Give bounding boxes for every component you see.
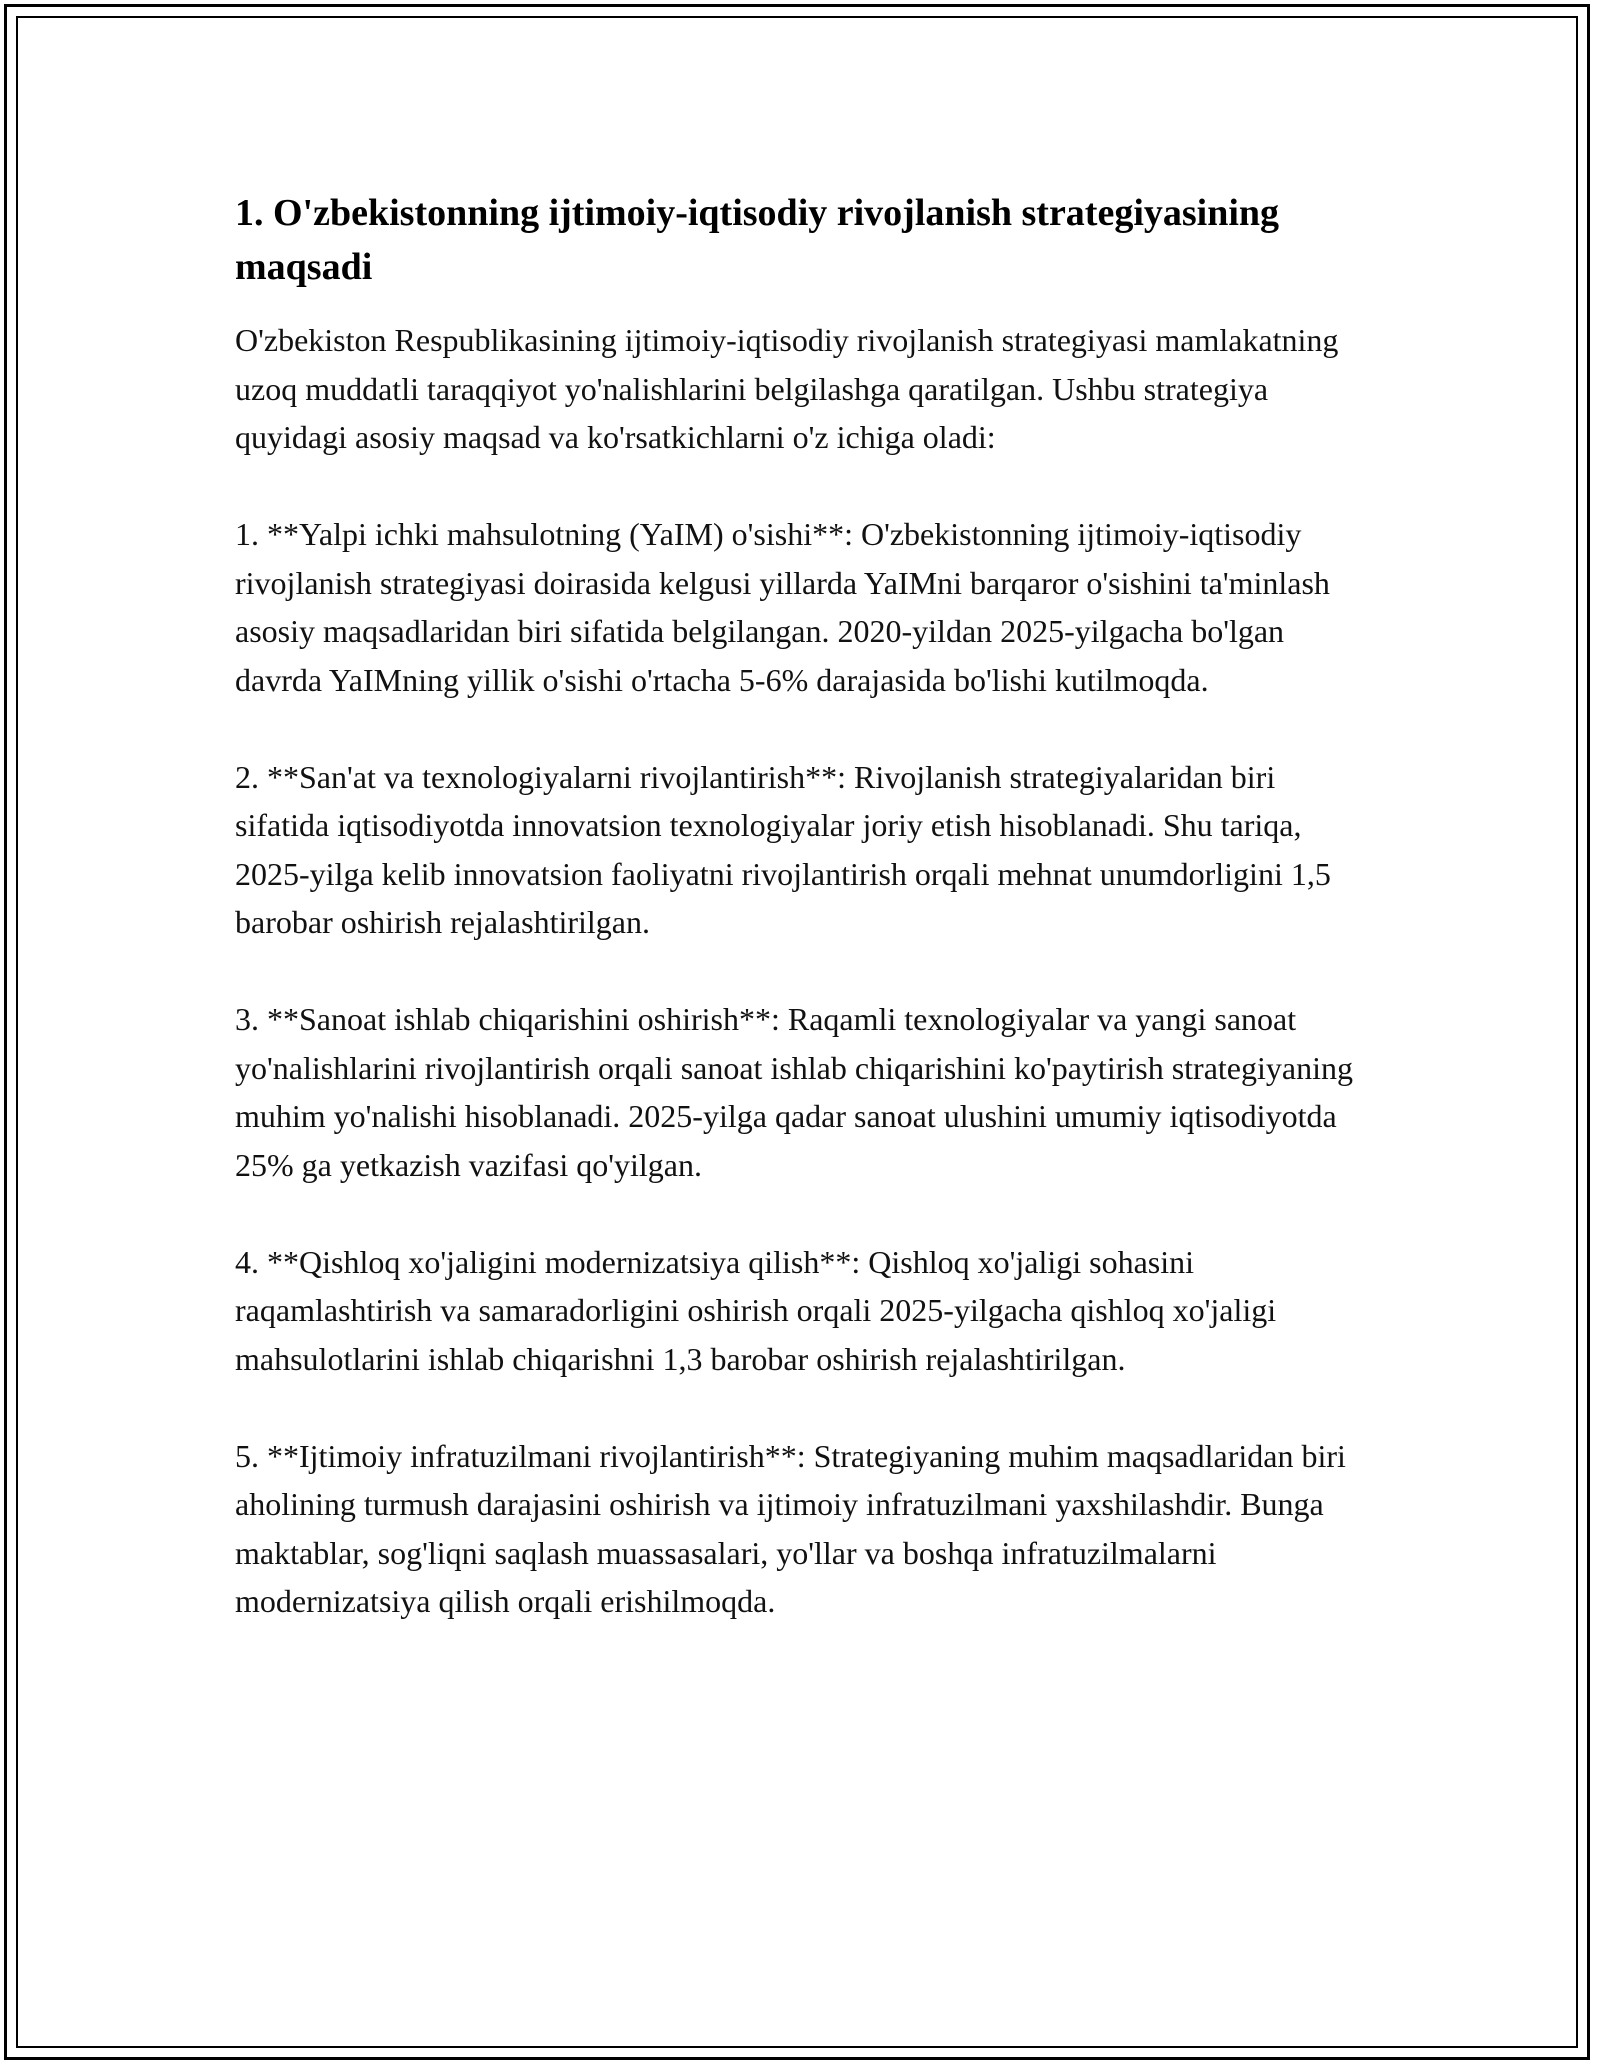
list-item-agriculture: 4. **Qishloq xo'jaligini modernizatsiya qilish**: Qishloq xo'jaligi sohasini raqamlashtirish va samaradorligini oshirish orqali 2025-yilgacha qishloq xo'jaligi mahsulotlarini ishlab chiqarishni 1,3 barobar oshirish rejalashtirilgan.: [235, 1243, 1277, 1377]
list-item-industry: 3. **Sanoat ishlab chiqarishini oshirish**: Raqamli texnologiyalar va yangi sanoat yo'nalishlarini rivojlantirish orqali sanoat ishlab chiqarishini ko'paytirish strategiyaning muhim yo'nalishi hisoblanadi. 2025-yilga qadar sanoat ulushini umumiy iqtisodiyotda 25% ga yetkazish vazifasi qo'yilgan.: [235, 1001, 1353, 1183]
section-heading: 1. O'zbekistonning ijtimoiy-iqtisodiy rivojlanish strategiyasining maqsadi: [235, 192, 1280, 288]
list-item-technology: 2. **San'at va texnologiyalarni rivojlantirish**: Rivojlanish strategiyalaridan biri sifatida iqtisodiyotda innovatsion texnologiyalar joriy etish hisoblanadi. Shu tariqa, 2025-yilga kelib innovatsion faoliyatni rivojlantirish orqali mehnat unumdorligini 1,5 barobar oshirish rejalashtirilgan.: [235, 758, 1331, 940]
list-item-gdp-growth: 1. **Yalpi ichki mahsulotning (YaIM) o'sishi**: O'zbekistonning ijtimoiy-iqtisodiy rivojlanish strategiyasi doirasida kelgusi yillarda YaIMni barqaror o'sishini ta'minlash asosiy maqsadlaridan biri sifatida belgilangan. 2020-yildan 2025-yilgacha bo'lgan davrda YaIMning yillik o'sishi o'rtacha 5-6% darajasida bo'lishi kutilmoqda.: [235, 516, 1330, 698]
list-item-infrastructure: 5. **Ijtimoiy infratuzilmani rivojlantirish**: Strategiyaning muhim maqsadlaridan biri aholining turmush darajasini oshirish va ijtimoiy infratuzilmani yaxshilashdir. Bunga maktablar, sog'liqni saqlash muassasalari, yo'llar va boshqa infratuzilmalarni modernizatsiya qilish orqali erishilmoqda.: [235, 1437, 1346, 1619]
document-body: [235, 186, 1375, 1674]
intro-paragraph: O'zbekiston Respublikasining ijtimoiy-iqtisodiy rivojlanish strategiyasi mamlakatning uzoq muddatli taraqqiyot yo'nalishlarini belgilashga qaratilgan. Ushbu strategiya quyidagi asosiy maqsad va ko'rsatkichlarni o'z ichiga oladi:: [235, 322, 1339, 455]
